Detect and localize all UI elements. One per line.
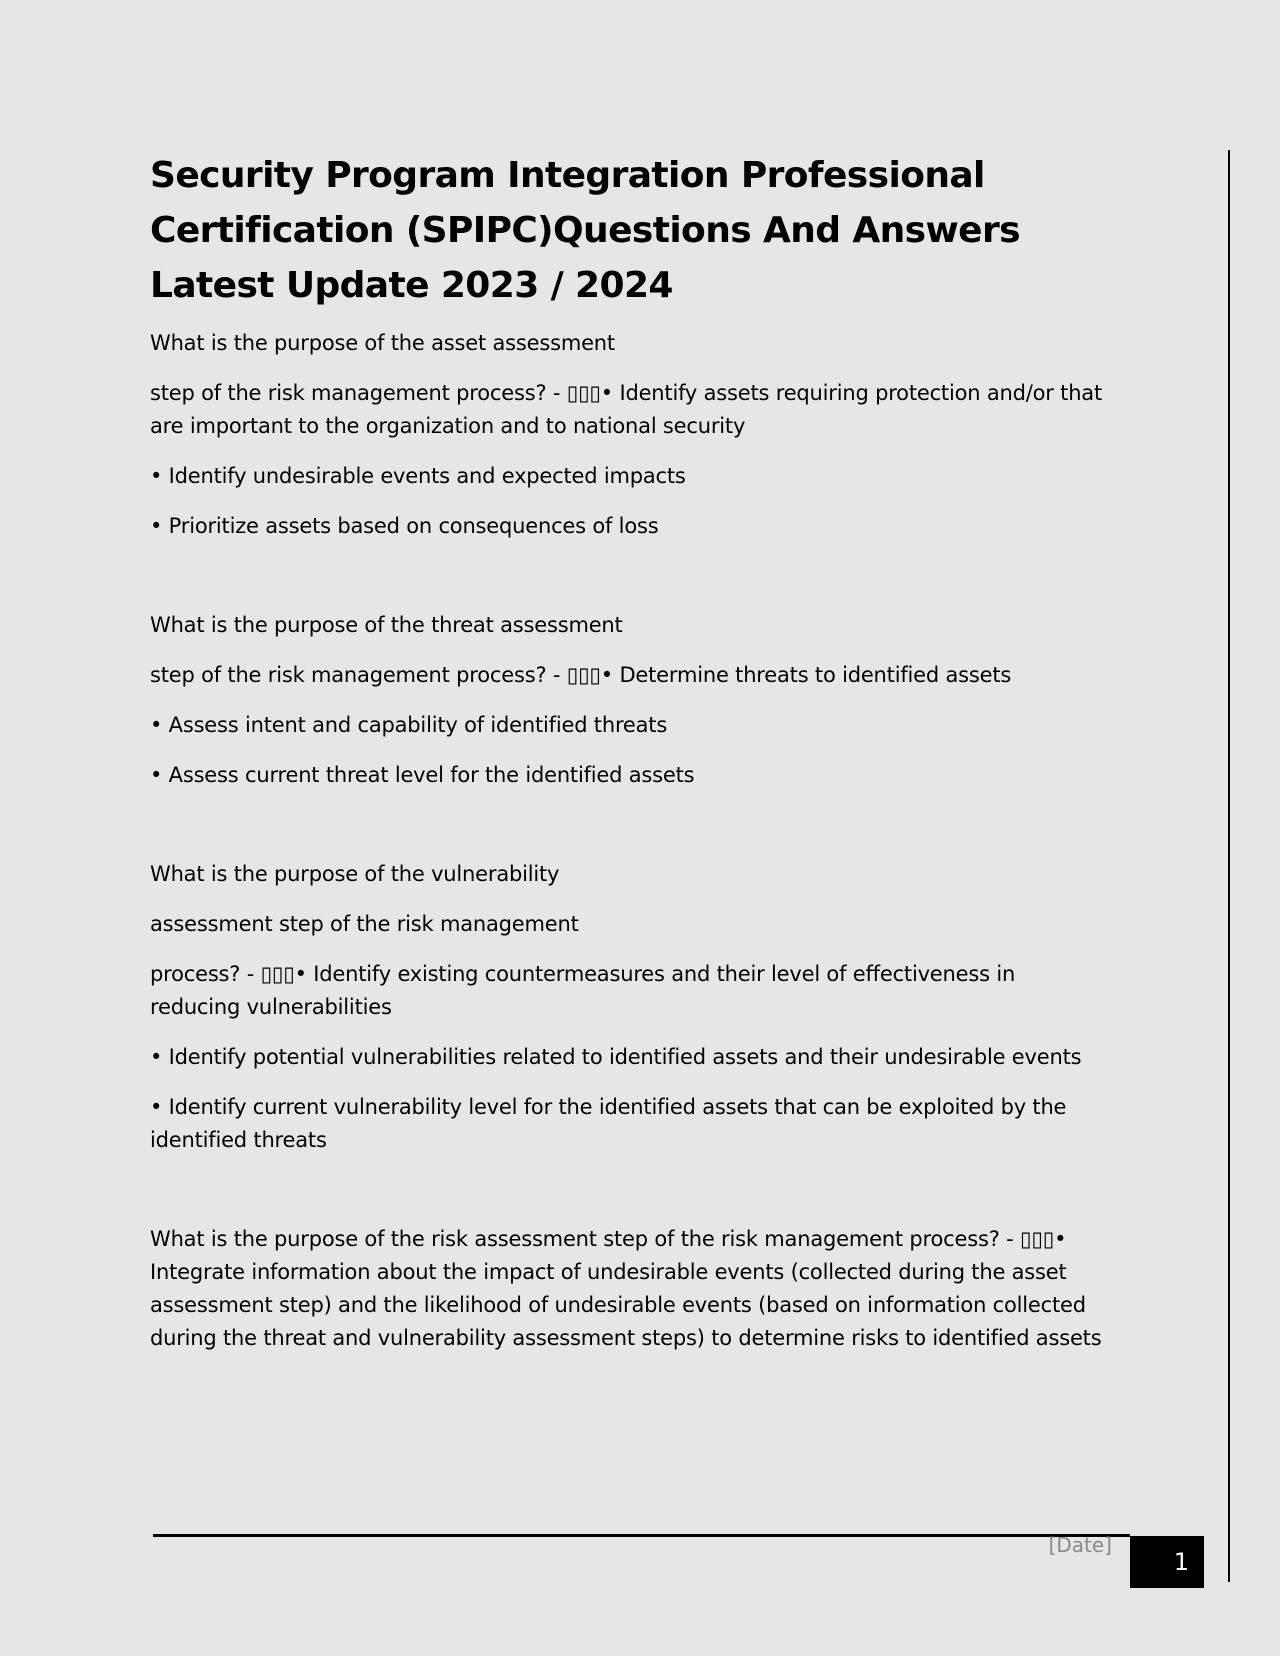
answer-paragraph: process? - ▯▯▯• Identify existing countermeasures and their level of effectiveness in reducing vulnerabilities — [150, 962, 1016, 1019]
bullet-paragraph: • Identify undesirable events and expected impacts — [150, 464, 686, 488]
question-answer-paragraph: What is the purpose of the risk assessment step of the risk management process? - ▯▯▯• Integrate information about the impact of undesirable events (collected during the asset assessment step) and the likelihood of undesirable events (based on information collected during the threat and vulnerability assessment steps) to determine risks to identified assets — [150, 1227, 1102, 1350]
bullet-paragraph: • Assess intent and capability of identified threats — [150, 713, 668, 737]
footer-date: [Date] — [1048, 1533, 1112, 1557]
bullet-paragraph: • Identify current vulnerability level for the identified assets that can be exploited by the identified threats — [150, 1095, 1067, 1152]
section-spacer — [150, 809, 1110, 858]
qa-section-vulnerability — [150, 858, 1110, 1157]
page-number-box — [1130, 1536, 1204, 1588]
answer-paragraph: step of the risk management process? - ▯▯▯• Identify assets requiring protection and/or that are important to the organization and to national security — [150, 381, 1103, 438]
bullet-paragraph: • Identify potential vulnerabilities related to identified assets and their undesirable events — [150, 1045, 1082, 1069]
bullet-paragraph: • Assess current threat level for the identified assets — [150, 763, 695, 787]
qa-section-risk — [150, 1223, 1110, 1355]
question-paragraph: What is the purpose of the asset assessment — [150, 331, 615, 355]
footer-rule — [153, 1534, 1130, 1537]
qa-section-threat — [150, 609, 1110, 792]
section-spacer — [150, 1174, 1110, 1223]
page-number: 1 — [1173, 1548, 1189, 1576]
page-border-line — [1228, 150, 1230, 1582]
bullet-paragraph: • Prioritize assets based on consequences of loss — [150, 514, 659, 538]
question-paragraph: What is the purpose of the threat assessment — [150, 613, 623, 637]
section-spacer — [150, 560, 1110, 609]
question-paragraph: What is the purpose of the vulnerability — [150, 862, 560, 886]
question-paragraph: assessment step of the risk management — [150, 912, 579, 936]
document-body — [150, 148, 1110, 1372]
answer-paragraph: step of the risk management process? - ▯▯▯• Determine threats to identified assets — [150, 663, 1012, 687]
qa-section-asset — [150, 327, 1110, 543]
document-title: Security Program Integration Professional Certification (SPIPC)Questions And Answers Latest Update 2023 / 2024 — [150, 155, 1020, 306]
